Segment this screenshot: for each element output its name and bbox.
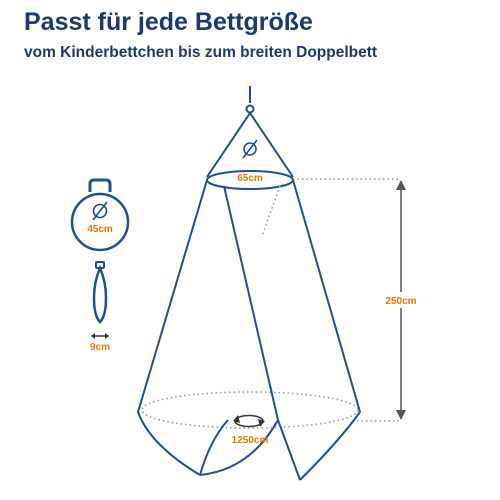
circumference-label: 1250cm — [231, 435, 269, 446]
page-title: Passt für jede Bettgröße — [24, 8, 313, 36]
bag-thickness-label: 9cm — [89, 342, 111, 353]
crown-suspension — [207, 113, 293, 177]
bag-diameter-label: 45cm — [87, 224, 113, 235]
width-arrow-icon — [91, 333, 109, 339]
crown-diameter-label: 65cm — [237, 173, 263, 184]
rotate-icon — [233, 415, 265, 427]
page-subtitle: vom Kinderbettchen bis zum breiten Doppelbett — [24, 44, 378, 61]
bag-side-view — [94, 262, 106, 322]
hook-icon — [247, 86, 254, 113]
floor-ellipse — [142, 392, 358, 428]
storage-bag — [72, 194, 128, 250]
bag-handle-icon — [90, 180, 110, 192]
crown-diameter-icon — [243, 140, 257, 158]
height-label: 250cm — [385, 296, 417, 307]
bag-diameter-icon — [93, 202, 107, 220]
